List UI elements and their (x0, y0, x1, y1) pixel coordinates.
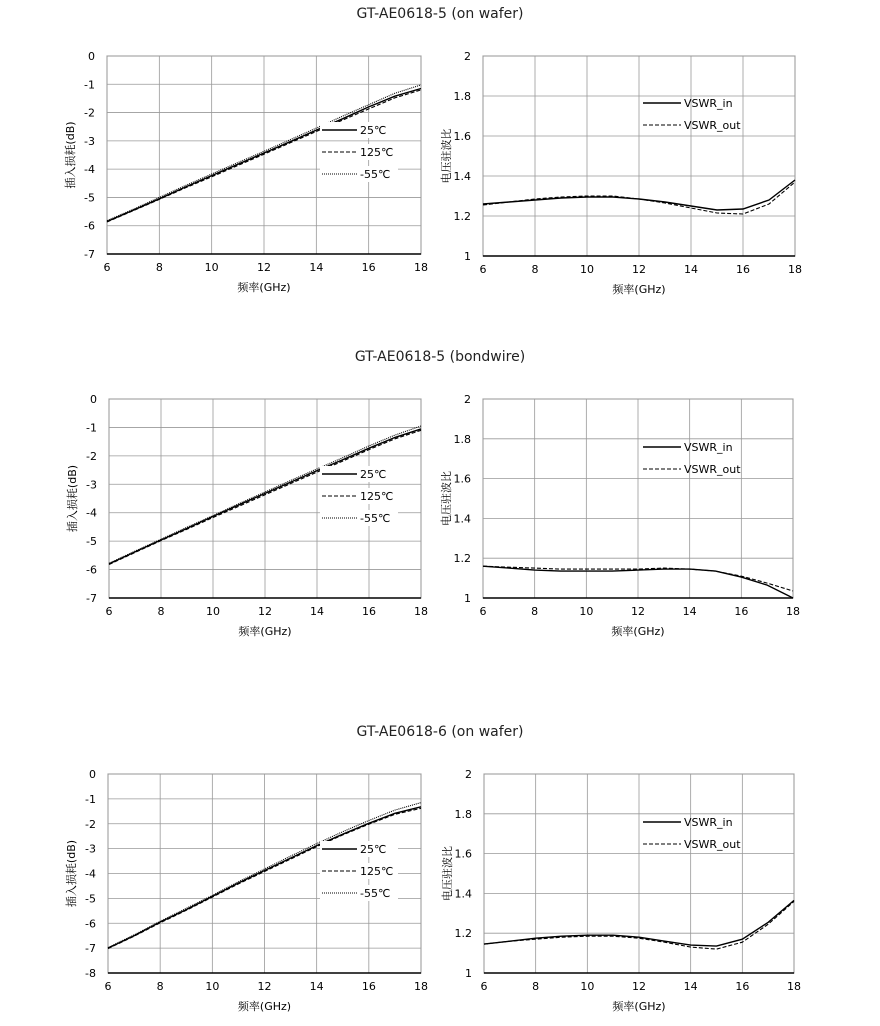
x-axis-label: 频率(GHz) (238, 625, 292, 638)
x-tick-label: 16 (734, 605, 749, 618)
section-title-2: GT-AE0618-5 (bondwire) (354, 349, 526, 365)
x-tick-label: 18 (414, 605, 428, 618)
x-tick-label: 6 (104, 980, 112, 993)
legend-label: 125℃ (360, 146, 394, 159)
x-axis-label: 频率(GHz) (237, 1000, 292, 1013)
y-tick-label: 0 (88, 50, 95, 63)
x-tick-label: 10 (205, 980, 220, 993)
x-tick-label: 16 (361, 980, 376, 993)
x-tick-label: 8 (532, 980, 540, 993)
x-tick-label: 8 (531, 605, 539, 618)
x-tick-label: 10 (204, 261, 219, 274)
legend-label: VSWR_in (684, 441, 733, 454)
y-tick-label: -7 (84, 248, 95, 261)
y-tick-label: 1.4 (453, 512, 471, 526)
x-tick-label: 12 (632, 980, 646, 993)
y-tick-label: -1 (86, 421, 97, 435)
x-tick-label: 14 (310, 605, 324, 618)
x-tick-label: 12 (257, 261, 271, 274)
y-tick-label: 1.6 (453, 472, 471, 486)
section-title-3: GT-AE0618-6 (on wafer) (356, 724, 524, 740)
x-tick-label: 10 (580, 980, 595, 993)
y-tick-label: 1 (464, 250, 471, 263)
y-axis-label: 电压驻波比 (441, 846, 454, 901)
x-axis-label: 频率(GHz) (612, 283, 666, 296)
y-tick-label: -4 (86, 506, 97, 520)
x-tick-label: 18 (786, 605, 800, 618)
y-tick-label: 1.8 (453, 432, 471, 446)
x-tick-label: 16 (361, 261, 376, 274)
y-tick-label: 1.2 (454, 927, 472, 941)
y-tick-label: 1.2 (453, 552, 471, 566)
x-axis-label: 频率(GHz) (611, 625, 665, 638)
legend-label: VSWR_out (684, 838, 741, 851)
y-tick-label: -5 (85, 892, 96, 906)
x-tick-label: 18 (787, 980, 801, 993)
y-tick-label: -2 (86, 449, 97, 463)
y-tick-label: 1.8 (454, 807, 472, 821)
x-tick-label: 6 (479, 263, 487, 276)
y-axis-label: 电压驻波比 (440, 471, 453, 526)
x-tick-label: 8 (531, 263, 539, 276)
y-tick-label: -4 (84, 163, 95, 177)
y-tick-label: 1 (464, 592, 471, 605)
y-tick-label: 2 (464, 393, 471, 406)
chart-4 (439, 393, 800, 638)
x-tick-label: 12 (632, 263, 646, 276)
y-axis-label: 插入损耗(dB) (66, 464, 79, 533)
x-tick-label: 12 (258, 605, 272, 618)
legend-label: VSWR_in (684, 97, 733, 110)
legend-label: -55℃ (360, 887, 391, 900)
legend-label: 125℃ (360, 865, 394, 878)
y-tick-label: 1.2 (453, 210, 471, 223)
y-tick-label: 1.4 (453, 170, 471, 183)
legend-label: 25℃ (360, 468, 387, 481)
legend-label: 125℃ (360, 490, 394, 503)
x-tick-label: 14 (684, 263, 698, 276)
x-axis-label: 频率(GHz) (612, 1000, 666, 1013)
y-tick-label: -5 (84, 191, 95, 205)
y-tick-label: 1.8 (453, 90, 471, 103)
legend-label: -55℃ (360, 512, 391, 525)
legend-label: -55℃ (360, 168, 391, 181)
y-tick-label: -1 (84, 78, 95, 92)
legend-label: VSWR_out (684, 119, 741, 132)
x-tick-label: 8 (156, 980, 164, 993)
y-tick-label: 0 (90, 393, 97, 406)
x-tick-label: 10 (579, 605, 594, 618)
x-tick-label: 16 (362, 605, 376, 618)
x-tick-label: 14 (309, 261, 324, 274)
y-axis-label: 插入损耗(dB) (65, 839, 78, 908)
y-axis-label: 电压驻波比 (440, 128, 453, 184)
legend-label: 25℃ (360, 124, 387, 137)
y-tick-label: 1 (465, 967, 472, 980)
y-axis-label: 插入损耗(dB) (64, 121, 77, 189)
x-tick-label: 14 (682, 605, 697, 618)
y-tick-label: -3 (85, 842, 96, 856)
chart-6 (440, 768, 801, 1013)
x-tick-label: 18 (414, 980, 428, 993)
y-tick-label: 0 (89, 768, 96, 781)
legend-label: 25℃ (360, 843, 387, 856)
y-tick-label: -6 (86, 563, 97, 577)
y-tick-label: -6 (84, 219, 95, 233)
x-tick-label: 8 (157, 605, 165, 618)
y-tick-label: -2 (84, 106, 95, 120)
y-tick-label: -8 (85, 967, 96, 980)
y-tick-label: -7 (85, 942, 96, 956)
x-tick-label: 16 (735, 980, 750, 993)
x-tick-label: 10 (206, 605, 220, 618)
y-tick-label: -7 (86, 592, 97, 605)
x-tick-label: 6 (480, 980, 488, 993)
chart-5 (64, 768, 428, 1013)
y-tick-label: -5 (86, 535, 97, 549)
y-tick-label: 2 (464, 50, 471, 63)
x-tick-label: 14 (683, 980, 698, 993)
section-title-1: GT-AE0618-5 (on wafer) (356, 6, 524, 22)
x-axis-label: 频率(GHz) (237, 281, 291, 294)
x-tick-label: 18 (788, 263, 802, 276)
y-tick-label: 1.4 (454, 887, 472, 901)
x-tick-label: 10 (580, 263, 594, 276)
x-tick-label: 6 (103, 261, 111, 274)
y-tick-label: -4 (85, 867, 96, 881)
y-tick-label: -3 (84, 134, 95, 148)
x-tick-label: 12 (631, 605, 645, 618)
x-tick-label: 16 (736, 263, 750, 276)
y-tick-label: 1.6 (454, 847, 472, 861)
legend-label: VSWR_out (684, 463, 741, 476)
y-tick-label: 1.6 (453, 130, 471, 143)
y-tick-label: -2 (85, 817, 96, 831)
chart-3 (65, 393, 428, 638)
chart-2 (439, 50, 802, 296)
y-tick-label: -1 (85, 792, 96, 806)
x-tick-label: 14 (309, 980, 324, 993)
x-tick-label: 6 (479, 605, 487, 618)
chart-1 (63, 50, 428, 294)
y-tick-label: 2 (465, 768, 472, 781)
x-tick-label: 12 (257, 980, 272, 993)
legend-label: VSWR_in (684, 816, 733, 829)
x-tick-label: 8 (155, 261, 163, 274)
x-tick-label: 18 (414, 261, 428, 274)
y-tick-label: -3 (86, 478, 97, 492)
x-tick-label: 6 (105, 605, 113, 618)
y-tick-label: -6 (85, 917, 96, 931)
